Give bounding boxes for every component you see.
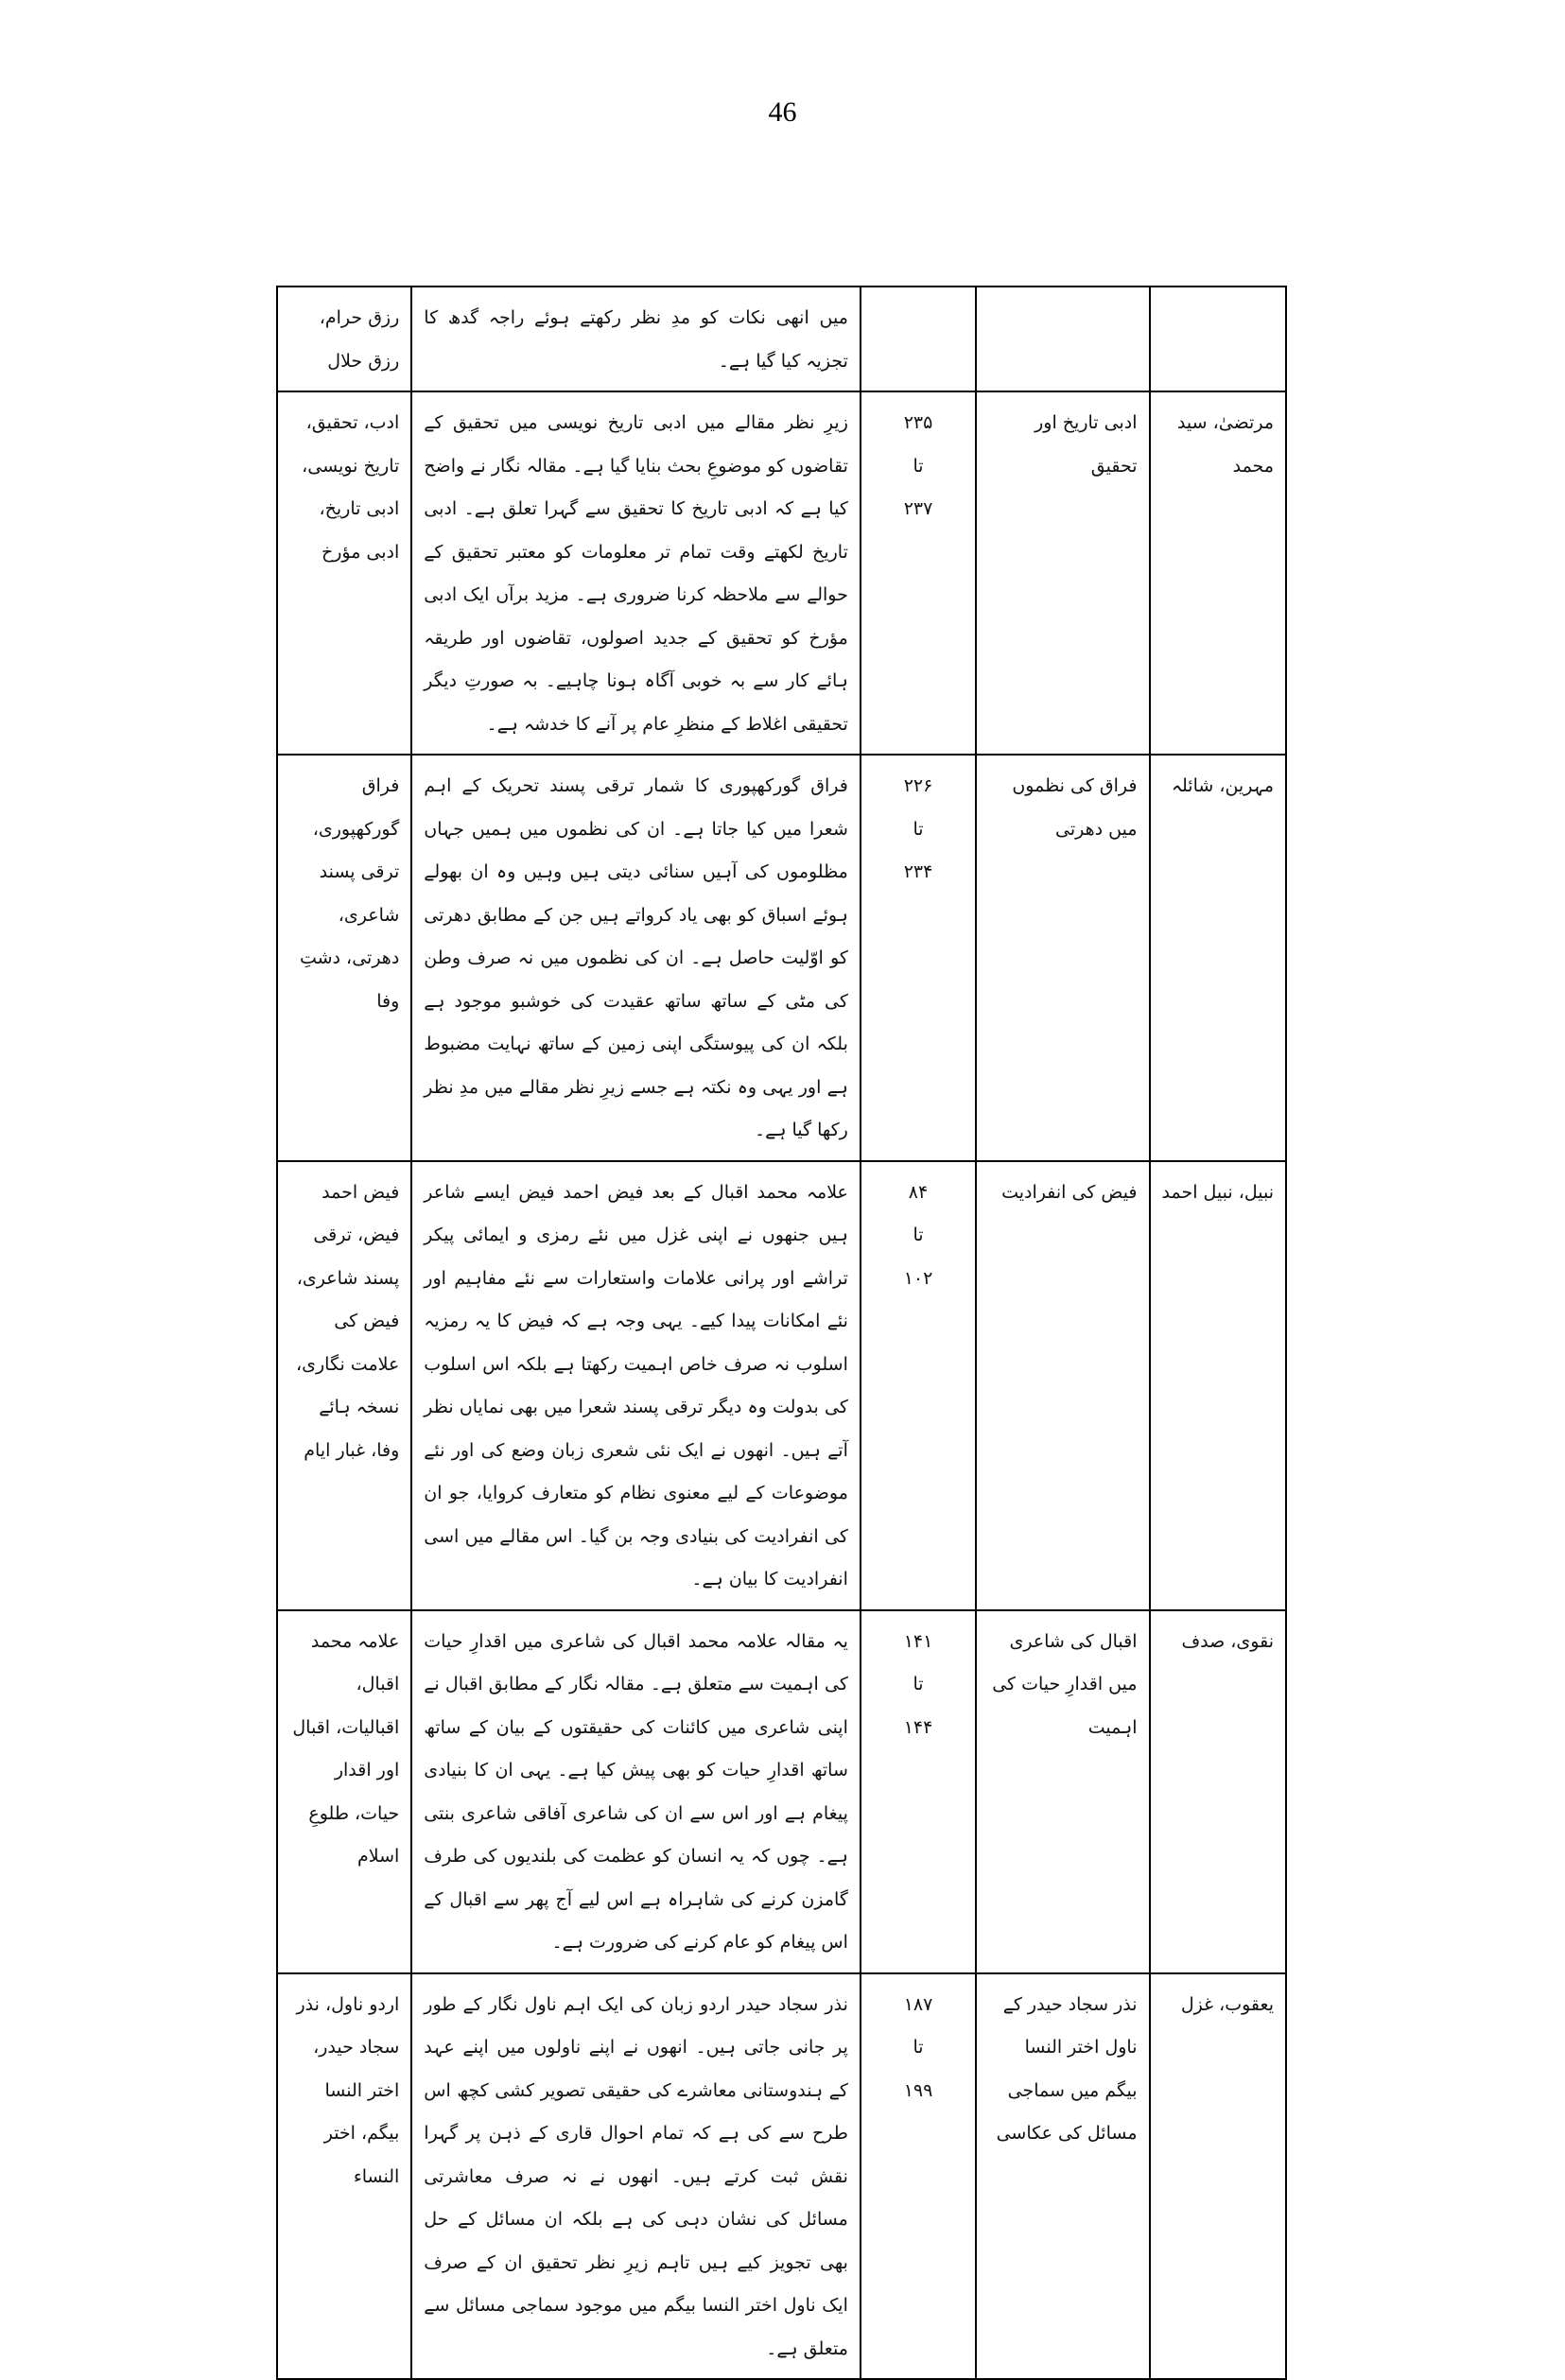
abstract-cell: میں انھی نکات کو مدِ نظر رکھتے ہوئے راجہ گدھ کا تجزیہ کیا گیا ہے۔	[411, 287, 861, 391]
page-start: ۱۴۱	[903, 1630, 933, 1652]
abstract-cell: نذر سجاد حیدر اردو زبان کی ایک اہم ناول نگار کے طور پر جانی جاتی ہیں۔ انھوں نے اپنے ناولوں میں اپنے عہد کے ہندوستانی معاشرے کی حقیقی تصویر کشی کچھ اس طرح سے کی ہے کہ تمام احوال قاری کے ذہن پر گہرا نقش ثبت کرتے ہیں۔ انھوں نے نہ صرف معاشرتی مسائل کی نشان دہی کی ہے بلکہ ان مسائل کے حل بھی تجویز کیے ہیں تاہم زیرِ نظر تحقیق ان کے صرف ایک ناول اختر النسا بیگم میں موجود سماجی مسائل سے متعلق ہے۔	[411, 1973, 861, 2380]
pages-cell	[861, 1610, 976, 1973]
title-cell	[976, 287, 1149, 391]
page-separator: تا	[913, 455, 924, 477]
title-cell: ادبی تاریخ اور تحقیق	[976, 391, 1149, 755]
keywords-cell: فراق گورکھپوری، ترقی پسند شاعری، دھرتی، دشتِ وفا	[277, 755, 411, 1161]
table-row	[277, 391, 1286, 755]
pages-cell	[861, 391, 976, 755]
pages-cell	[861, 1973, 976, 2380]
page-end: ۱۹۹	[903, 2079, 933, 2101]
table-row	[277, 755, 1286, 1161]
bibliography-table	[276, 286, 1287, 2380]
author-cell: نقوی، صدف	[1150, 1610, 1286, 1973]
page-end: ۲۳۷	[903, 498, 933, 519]
page-start: ۲۲۶	[903, 775, 933, 796]
keywords-cell: فیض احمد فیض، ترقی پسند شاعری، فیض کی علامت نگاری، نسخہ ہائے وفا، غبار ایام	[277, 1161, 411, 1610]
table-row	[277, 287, 1286, 391]
abstract-cell: زیرِ نظر مقالے میں ادبی تاریخ نویسی میں تحقیق کے تقاضوں کو موضوعِ بحث بنایا گیا ہے۔ مقالہ نگار نے واضح کیا ہے کہ ادبی تاریخ کا تحقیق سے گہرا تعلق ہے۔ ادبی تاریخ لکھتے وقت تمام تر معلومات کو معتبر تحقیق کے حوالے سے ملاحظہ کرنا ضروری ہے۔ مزید برآں ایک ادبی مؤرخ کو تحقیق کے جدید اصولوں، تقاضوں اور طریقہ ہائے کار سے بہ خوبی آگاہ ہونا چاہیے۔ بہ صورتِ دیگر تحقیقی اغلاط کے منظرِ عام پر آنے کا خدشہ ہے۔	[411, 391, 861, 755]
abstract-cell: فراق گورکھپوری کا شمار ترقی پسند تحریک کے اہم شعرا میں کیا جاتا ہے۔ ان کی نظموں میں ہمیں جہاں مظلوموں کی آہیں سنائی دیتی ہیں وہیں وہ ان بھولے ہوئے اسباق کو بھی یاد کرواتے ہیں جن کے مطابق دھرتی کو اوّلیت حاصل ہے۔ ان کی نظموں میں نہ صرف وطن کی مٹی کے ساتھ ساتھ عقیدت کی خوشبو موجود ہے بلکہ ان کی پیوستگی اپنی زمین کے ساتھ نہایت مضبوط ہے اور یہی وہ نکتہ ہے جسے زیرِ نظر مقالے میں مدِ نظر رکھا گیا ہے۔	[411, 755, 861, 1161]
page-start: ۲۳۵	[903, 412, 933, 433]
page-end: ۲۳۴	[903, 861, 933, 882]
page-separator: تا	[913, 1225, 924, 1245]
page-separator: تا	[913, 1674, 924, 1694]
pages-cell	[861, 755, 976, 1161]
title-cell: اقبال کی شاعری میں اقدارِ حیات کی اہمیت	[976, 1610, 1149, 1973]
page-number: 46	[768, 96, 797, 128]
table-row	[277, 1610, 1286, 1973]
title-cell: نذر سجاد حیدر کے ناول اختر النسا بیگم میں سماجی مسائل کی عکاسی	[976, 1973, 1149, 2380]
pages-cell	[861, 287, 976, 391]
title-cell: فیض کی انفرادیت	[976, 1161, 1149, 1610]
pages-cell	[861, 1161, 976, 1610]
page-separator: تا	[913, 818, 924, 840]
table-row	[277, 1973, 1286, 2380]
abstract-cell: علامہ محمد اقبال کے بعد فیض احمد فیض ایسے شاعر ہیں جنھوں نے اپنی غزل میں نئے رمزی و ایمائی پیکر تراشے اور پرانی علامات واستعارات سے نئے مفاہیم اور نئے امکانات پیدا کیے۔ یہی وجہ ہے کہ فیض کا یہ رمزیہ اسلوب نہ صرف خاص اہمیت رکھتا ہے بلکہ اس اسلوب کی بدولت وہ دیگر ترقی پسند شعرا میں بھی نمایاں نظر آتے ہیں۔ انھوں نے ایک نئی شعری زبان وضع کی اور نئے موضوعات کے لیے معنوی نظام کو متعارف کروایا، جو ان کی انفرادیت کی بنیادی وجہ بن گیا۔ اس مقالے میں اسی انفرادیت کا بیان ہے۔	[411, 1161, 861, 1610]
page-end: ۱۴۴	[903, 1716, 933, 1738]
page-separator: تا	[913, 2037, 924, 2058]
page-start: ۱۸۷	[903, 1993, 933, 2015]
page-end: ۱۰۲	[903, 1267, 933, 1289]
keywords-cell: علامہ محمد اقبال، اقبالیات، اقبال اور اقدار حیات، طلوعِ اسلام	[277, 1610, 411, 1973]
abstract-cell: یہ مقالہ علامہ محمد اقبال کی شاعری میں اقدارِ حیات کی اہمیت سے متعلق ہے۔ مقالہ نگار کے مطابق اقبال نے اپنی شاعری میں کائنات کی حقیقتوں کے بیان کے ساتھ ساتھ اقدارِ حیات کو بھی پیش کیا ہے۔ یہی ان کا بنیادی پیغام ہے اور اس سے ان کی شاعری آفاقی شاعری بنتی ہے۔ چوں کہ یہ انسان کو عظمت کی بلندیوں کی طرف گامزن کرنے کی شاہراہ ہے اس لیے آج پھر سے اقبال کے اس پیغام کو عام کرنے کی ضرورت ہے۔	[411, 1610, 861, 1973]
author-cell	[1150, 287, 1286, 391]
title-cell: فراق کی نظموں میں دھرتی	[976, 755, 1149, 1161]
keywords-cell: ادب، تحقیق، تاریخ نویسی، ادبی تاریخ، ادبی مؤرخ	[277, 391, 411, 755]
author-cell: یعقوب، غزل	[1150, 1973, 1286, 2380]
author-cell: مرتضیٰ، سید محمد	[1150, 391, 1286, 755]
author-cell: نبیل، نبیل احمد	[1150, 1161, 1286, 1610]
keywords-cell: اردو ناول، نذر سجاد حیدر، اختر النسا بیگم، اختر النساء	[277, 1973, 411, 2380]
page-start: ۸۴	[908, 1181, 929, 1203]
table-row	[277, 1161, 1286, 1610]
author-cell: مہرین، شائلہ	[1150, 755, 1286, 1161]
keywords-cell: رزق حرام، رزق حلال	[277, 287, 411, 391]
